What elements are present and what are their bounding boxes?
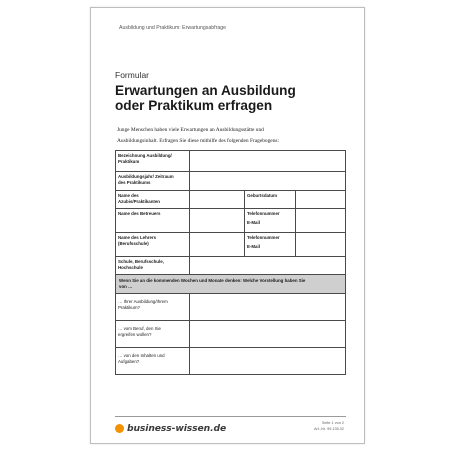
field-kontakt-betreuer[interactable] [296,209,346,233]
question-text: … von den Inhalten und [118,353,165,358]
logo-text: business-wissen.de [127,423,227,434]
label-schule [116,257,190,275]
field-geburtsdatum[interactable] [296,191,346,209]
label-text: Name des [118,193,139,198]
label-text: (Berufsschule) [118,241,149,246]
label-geburtsdatum [245,191,296,209]
question-text: Aufgaben? [118,359,140,364]
label-text: Name des Lehrers [118,235,157,240]
running-header: Ausbildung und Praktikum: Erwartungsabfrage [119,25,226,31]
answer-ausbildung[interactable] [190,294,346,321]
label-zeitraum [116,172,190,191]
table-row [116,151,346,172]
label-text: E-Mail [247,220,260,225]
article-number: Art.-Nr. 99.135.02 [314,427,344,431]
question-beruf [116,321,190,348]
table-row [116,275,346,294]
label-betreuer [116,209,190,233]
intro-line-2: Ausbildungsinhalt. Erfragen Sie diese mithilfe des folgenden Fragebogens: [117,138,279,144]
question-text: ergreifen wollen? [118,332,152,337]
label-kontakt-lehrer [245,233,296,257]
label-text: Azubis/Praktikanten [118,199,160,204]
table-row [116,348,346,375]
business-wissen-logo [115,423,226,434]
answer-inhalte[interactable] [190,348,346,375]
table-row [116,233,346,257]
field-betreuer[interactable] [190,209,245,233]
title-line-2: oder Praktikum erfragen [115,98,273,113]
label-text: Telefonnummer [247,211,280,216]
question-text: … vom Beruf, den Sie [118,326,161,331]
field-kontakt-lehrer[interactable] [296,233,346,257]
intro-text [117,125,352,147]
label-text: Schule, Berufsschule, [118,259,164,264]
field-azubi-name[interactable] [190,191,245,209]
question-text: … Ihrer Ausbildung/Ihrem [118,299,168,304]
title-line-1: Erwartungen an Ausbildung [115,83,296,98]
label-text: Geburtsdatum [247,193,278,198]
page-info [314,420,344,432]
answer-beruf[interactable] [190,321,346,348]
banner-text: von … [119,284,133,289]
table-row [116,172,346,191]
question-text: Praktikum? [118,305,140,310]
table-row [116,257,346,275]
questionnaire-table [115,150,346,375]
field-lehrer[interactable] [190,233,245,257]
label-kontakt-betreuer [245,209,296,233]
question-ausbildung [116,294,190,321]
logo-dot-icon [115,424,124,433]
label-text: Praktikum [118,159,140,164]
page-title [115,83,355,113]
field-schule[interactable] [190,257,346,275]
label-text: des Praktikums [118,180,151,185]
label-text: Bezeichnung Ausbildung/ [118,153,172,158]
section-banner [116,275,346,294]
document-page [90,7,365,444]
label-ausbildung [116,151,190,172]
footer-divider [115,416,346,417]
label-lehrer [116,233,190,257]
label-text: Name des Betreuers [118,211,161,216]
label-azubi [116,191,190,209]
label-text: Telefonnummer [247,235,280,240]
page-number: Seite 1 von 2 [321,421,344,425]
label-text: E-Mail [247,244,260,249]
label-text: Ausbildungsjahr/ Zeitraum [118,174,174,179]
table-row [116,209,346,233]
banner-text: Wenn Sie an die kommenden Wochen und Monate denken: Welche Vorstellung haben Sie [119,278,306,283]
table-row [116,321,346,348]
field-ausbildung[interactable] [190,151,346,172]
table-row [116,294,346,321]
form-label: Formular [115,70,150,80]
intro-line-1: Junge Menschen haben viele Erwartungen an Ausbildungsstätte und [117,127,264,133]
table-row [116,191,346,209]
question-inhalte [116,348,190,375]
label-text: Hochschule [118,265,143,270]
field-zeitraum[interactable] [190,172,346,191]
